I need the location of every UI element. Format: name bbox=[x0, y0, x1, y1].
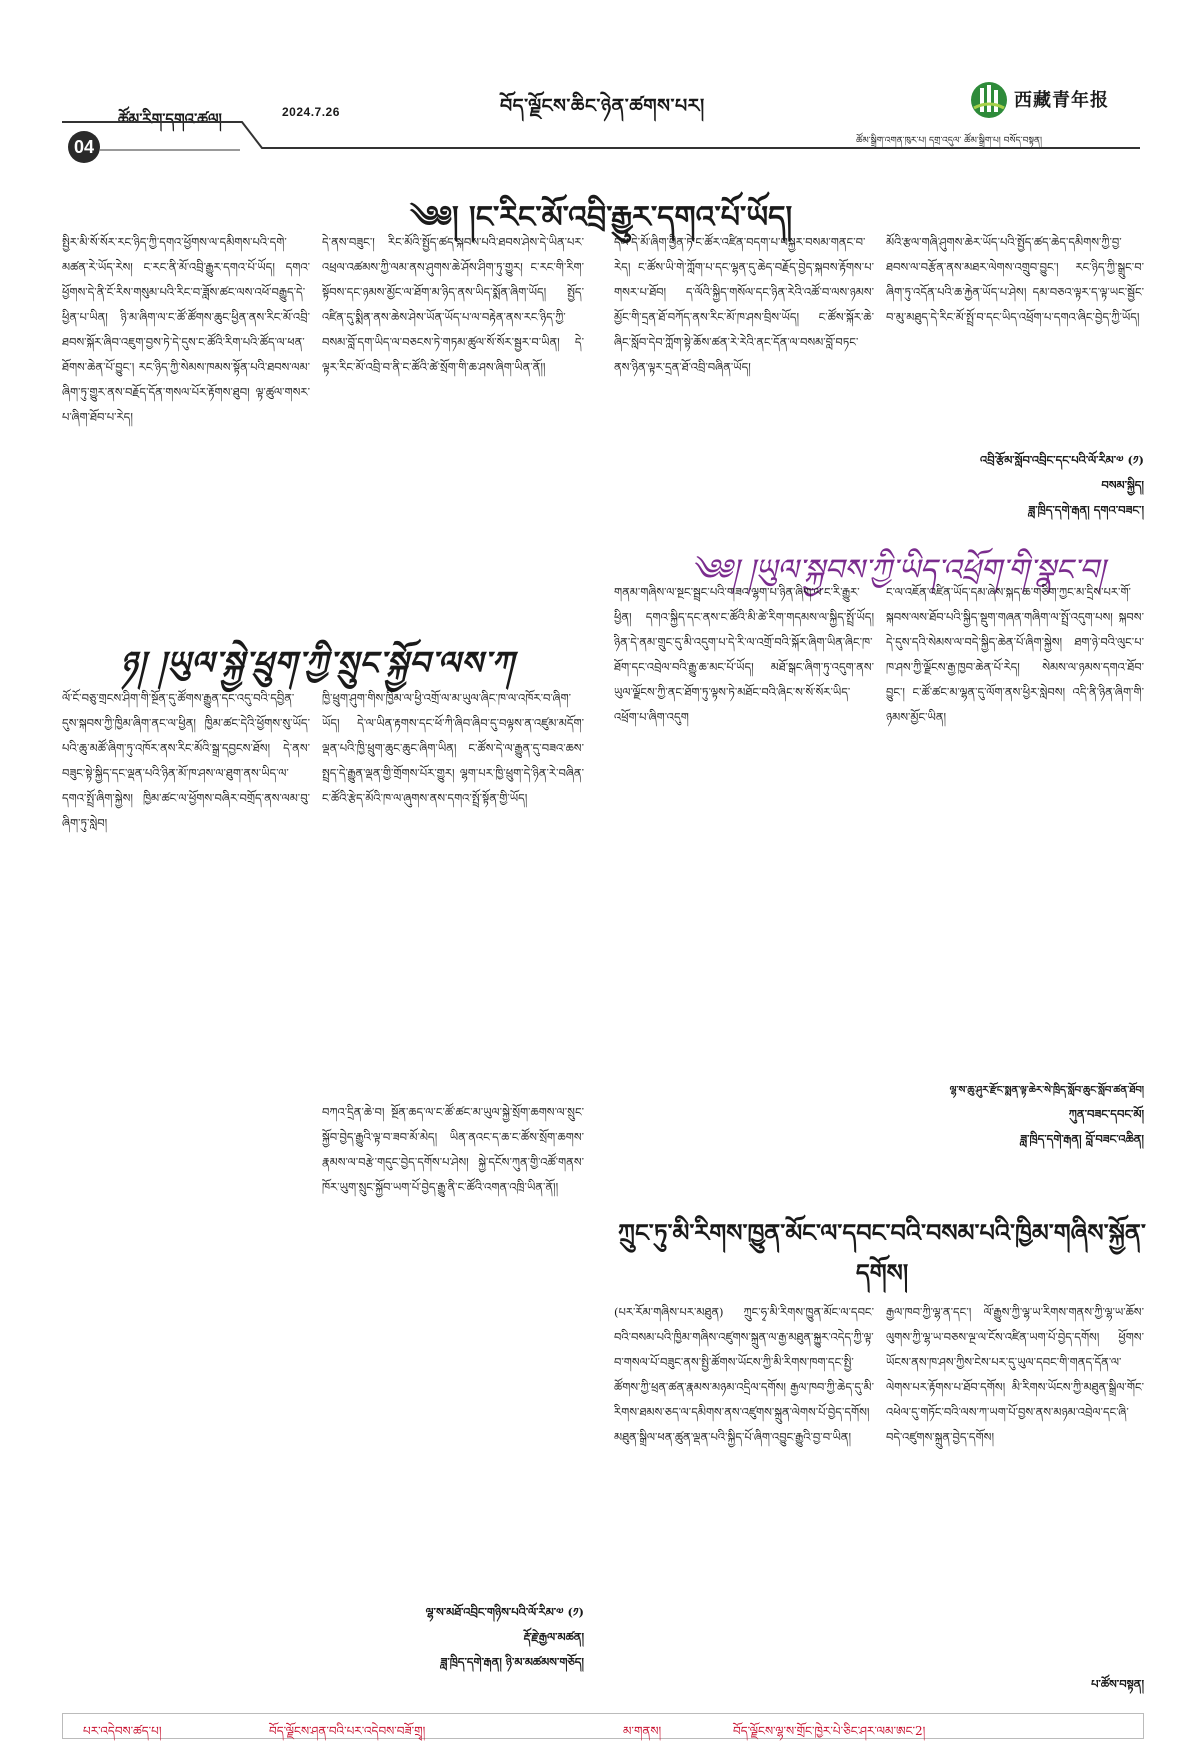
article-4-text-2: རྒྱལ་ཁབ་ཀྱི་ལྷ་ན་དང་། ལོ་རྒྱུས་ཀྱི་ལྷ་ཡ་རིགས་གནས་ཀྱི་ལྷ་ཡ་ཆོས་ལུགས་ཀྱི་ལྷ་ཡ་བཅས་ལྔ་ལ་ངོས་འཛིན་ཡག་པོ་བྱེད་དགོས། ཕྱོགས་ཡོངས་ནས་ཁ་ཤས་ཀྱིས་ངེས་པར་དུ་ཡུལ་དབང་གི་གནད་དོན་ལ་ལེགས་པར་རྟོགས་པ་ཐོབ་དགོས། མི་རིགས་ཡོངས་ཀྱི་མཐུན་སྒྲིལ་གོང་འཕེལ་དུ་གཏོང་བའི་ལས་ཀ་ཡག་པོ་བྱས་ནས་མཉམ་འབྲེལ་དང་ཞི་བདེ་འཛུགས་སྐྲུན་བྱེད་དགོས། bbox=[886, 1305, 1144, 1444]
footer-printer-label: པར་འདེབས་ཚད་པ། bbox=[83, 1724, 162, 1738]
article-2-byline bbox=[886, 1080, 1144, 1152]
article-3-byline-author: རྡོ་རྗེ་རྒྱལ་མཚན། bbox=[523, 1630, 584, 1644]
article-1-text-2: དེ་ནས་བཟུང་། རིང་མོའི་སྤྱོད་ཚད་སྐབས་པའི་ཐབས་ཤེས་དེ་ཡིན་པར་འཕྲལ་འཚམས་ཀྱི་ལམ་ནས་ཤུགས་ཆེ་ཤོས་ཤིག་ཏུ་གྱུར། ང་རང་གི་རིག་སྟོབས་དང་ཉམས་མྱོང་ལ་ཐོག་མ་ཉིད་ནས་ཡིད་སྨོན་ཞིག་ཡོད། སྤྱོད་འཛིན་དུ་སྨིན་ནས་ཆེས་ཤེས་ཡོན་ཡོད་པ་ལ་བརྟེན་ནས་རང་ཉིད་ཀྱི་བསམ་བློ་དག་ཡིད་ལ་བཅངས་ཏེ་གཏམ་ཚུལ་སོ་སོར་སྦྱར་བ་ཡིན། དེ་ལྟར་རིང་མོ་འབྲི་བ་ནི་ང་ཚོའི་ཚེ་སྲོག་གི་ཆ་ཤས་ཞིག་ཡིན་ནོ།། bbox=[322, 235, 584, 374]
article-1-byline-author: བསམ་སྐྱིད། bbox=[1101, 478, 1144, 492]
article-3-text-1: ལོ་ངོ་བཅུ་གྲངས་ཤིག་གི་སྔོན་དུ་ཚོགས་རྒྱུན་དང་འདུ་བའི་དབྱིན་དུས་སྐབས་ཀྱི་ཁྱིམ་ཞིག་ནང་ལ་ཕྱིན། ཁྱིམ་ཚང་དེའི་ཕྱོགས་སུ་ཡོད་པའི་ཆུ་མཚོ་ཞིག་ཏུ་འཁོར་ནས་རིང་མོའི་སྒྲ་དབྱངས་ཐོས། དེ་ནས་བཟུང་སྟེ་སྐྱིད་དང་ལྡན་པའི་ཉིན་མོ་ཁ་ཤས་ལ་ཐུག་ནས་ཡིད་ལ་དགའ་སྤྲོ་ཞིག་སྐྱེས། ཁྱིམ་ཚང་ལ་ཕྱོགས་བཞིར་བགྲོད་ནས་ལམ་བུ་ཞིག་ཏུ་སླེབ། bbox=[62, 691, 310, 830]
article-2-col-1 bbox=[614, 580, 874, 1150]
article-2-byline-author: ཀུན་བཟང་དབང་མོ། bbox=[1068, 1107, 1144, 1121]
article-3-text-2: ཁྱི་ཕྲུག་ཤུག་གིས་ཁྱིམ་ལ་ཕྱི་འགྲོ་ལ་མ་ཡུལ་ཞིང་ཁ་ལ་འཁོར་བ་ཞིག་ཡོད། དེ་ལ་ཡིན་རྟགས་དང་ཕོ་ཀི་ཞིབ་ཞིབ་དུ་བལྟས་ན་འཛུམ་མདོག་ལྡན་པའི་ཁྱི་ཕྲུག་ཆུང་ཆུང་ཞིག་ཡིན། ང་ཚོས་དེ་ལ་རྒྱུན་དུ་བཟའ་ཆས་སྤྲད་དེ་རྒྱུན་ལྡན་གྱི་གྲོགས་པོར་གྱུར། ལྷག་པར་ཁྱི་ཕྲུག་དེ་ཉིན་རེ་བཞིན་ང་ཚོའི་རྩེད་མོའི་ཁ་ལ་ཞུགས་ནས་དགའ་སྤྲོ་སྟོན་གྱི་ཡོད། bbox=[322, 691, 584, 805]
article-1-byline bbox=[886, 448, 1144, 523]
paper-name: 西藏青年报 bbox=[1014, 90, 1109, 111]
article-3-col-1 bbox=[62, 686, 310, 1696]
article-4-col-2 bbox=[886, 1300, 1144, 1670]
article-1-title: ༄༅། །ང་རིང་མོ་འབྲི་རྒྱུར་དགའ་པོ་ཡོད། bbox=[410, 200, 793, 235]
article-4-col-1 bbox=[614, 1300, 874, 1700]
page-number-badge: 04 bbox=[68, 131, 100, 163]
article-1-col-4 bbox=[886, 230, 1144, 442]
masthead-tibetan: བོད་ལྗོངས་ཆིང་ཉེན་ཚགས་པར། bbox=[500, 95, 705, 117]
article-1-col-1 bbox=[62, 230, 310, 630]
article-3-byline bbox=[322, 1600, 584, 1675]
article-3-byline-teacher: ཟླ་ཁྲིད་དགེ་རྒན། ཉི་མ་མཚམས་གཅོད། bbox=[440, 1655, 584, 1669]
article-1-col-2 bbox=[322, 230, 584, 630]
article-1-text-3: དམ་དེ་མོ་ཞིག་བྱིན་ཏེ་ང་ཚོར་འཛིན་བདག་པ་བསྐྱར་བསམ་གནང་བ་རེད། ང་ཚོས་ཡི་གེ་ཀློག་པ་དང་ལྷན་དུ་ཆེད་བརྗོད་བྱེད་སྐབས་རྟོགས་པ་གསར་པ་ཐོབ། ད་ལོའི་སྐྱིད་གསོལ་དང་ཉིན་རེའི་འཚོ་བ་ལས་ཉམས་མྱོང་གི་དྲན་ཐོ་བཀོད་ནས་རིང་མོ་ཁ་ཤས་བྲིས་ཡོད། ང་ཚོས་སྐོར་ཆེ་ཞིང་སློབ་དེབ་ཀློག་སྟེ་ཆོས་ཚན་རེ་རེའི་ནང་དོན་ལ་བསམ་བློ་བཏང་ནས་ཉིན་ལྟར་དྲན་ཐོ་འབྲི་བཞིན་ཡོད། bbox=[614, 235, 874, 374]
article-1-byline-teacher: ཟླ་ཁྲིད་དགེ་རྒན། དགའ་བཟང་། bbox=[1028, 503, 1144, 517]
section-name: ཚོམ་རིག་དགའ་ཚལ། bbox=[118, 110, 222, 128]
article-3-col-3 bbox=[322, 1100, 584, 1580]
issue-date: 2024.7.26 bbox=[282, 105, 340, 119]
article-2-byline-teacher: ཟླ་ཁྲིད་དགེ་རྒན། བློ་བཟང་འཆིན། bbox=[1020, 1132, 1144, 1146]
article-1-text-1: སྤྱིར་མི་སོ་སོར་རང་ཉིད་ཀྱི་དགའ་ཕྱོགས་ལ་དམིགས་པའི་དགེ་མཚན་རེ་ཡོད་རེས། ང་རང་ནི་མོ་འབྲི་རྒྱུར་དགའ་པོ་ཡོད། དགའ་ཕྱོགས་དེ་ནི་ངོ་རིས་གསུམ་པའི་རིང་བ་ཟློས་ཚང་ལས་འཕོ་བརྒྱུད་དེ་ཕྱིན་པ་ཡིན། ཉི་མ་ཞིག་ལ་ང་ཚོ་ཚོགས་ཆུང་ཕྱིན་ནས་རིང་མོ་འབྲི་ཐབས་སྐོར་ཞིབ་འཇུག་བྱས་ཏེ་དེ་དུས་ང་ཚོའི་རིག་པའི་ཚོད་ལ་ཕན་ཐོགས་ཆེན་པོ་བྱུང་། རང་ཉིད་ཀྱི་སེམས་ཁམས་སྟོན་པའི་ཐབས་ལམ་ཞིག་ཏུ་གྱུར་ནས་བརྗོད་དོན་གསལ་པོར་རྟོགས་ཐུབ། ལྟ་ཚུལ་གསར་པ་ཞིག་ཐོབ་པ་རེད། bbox=[62, 235, 310, 424]
article-3-text-3: བཀའ་དྲིན་ཆེ་བ། སྔོན་ཆད་ལ་ང་ཚོ་ཚང་མ་ཡུལ་སྐྱེ་སྲོག་ཆགས་ལ་སྲུང་སྐྱོབ་བྱེད་རྒྱུའི་ལྟ་བ་ཟབ་མོ་མེད། ཡིན་ནའང་ད་ཆ་ང་ཚོས་སྲོག་ཆགས་རྣམས་ལ་བརྩེ་གདུང་བྱེད་དགོས་པ་ཤེས། སྐྱེ་དངོས་ཀུན་གྱི་འཚོ་གནས་ཁོར་ཡུག་སྲུང་སྐྱོབ་ཡག་པོ་བྱེད་རྒྱུ་ནི་ང་ཚོའི་འགན་འཁྲི་ཡིན་ནོ།། bbox=[322, 1105, 584, 1194]
newspaper-logo-icon bbox=[968, 80, 1010, 120]
editor-credit: ཚོམ་སྒྲིག་འགན་ཁུར་པ། དགྲ་འདུལ་ ཚོམ་སྒྲིག་པ། བསོད་བསྟན། bbox=[856, 136, 1043, 146]
footer-address-label: མ་གནས། bbox=[623, 1724, 662, 1738]
article-4-text-1: (པར་རོམ་གཞིས་པར་མཐུན) ཀྲུང་ཧྭ་མི་རིགས་ཁྱུན་མོང་ལ་དབང་བའི་བསམ་པའི་ཁྱིམ་གཞིས་འཛུགས་སྐྲུན་ལ་རྒྱ་མཐུན་སྐྱུར་འདེད་ཀྱི་ལྟ་བ་གསལ་པོ་བཟུང་ནས་སྤྱི་ཚོགས་ཡོངས་ཀྱི་མི་རིགས་ཁག་དང་སྤྱི་ཚོགས་ཀྱི་ཕྲན་ཚན་རྣམས་མཉམ་འདྲིལ་དགོས། རྒྱལ་ཁབ་ཀྱི་ཆེད་དུ་མི་རིགས་ཐམས་ཅད་ལ་དམིགས་ནས་འཛུགས་སྐྲུན་ལེགས་པོ་བྱེད་དགོས། མཐུན་སྒྲིལ་ཕན་ཚུན་ལྡན་པའི་སྐྱིད་པོ་ཞིག་འབྱུང་རྒྱུའི་བྱ་བ་ཡིན། bbox=[614, 1305, 874, 1444]
article-1-byline-school: འབྲི་རྩོམ་སློབ་འབྲིང་དང་པའི་ལོ་རིམ་༧ (༡) bbox=[979, 453, 1144, 467]
article-2-title: ༄༅། །ཡུལ་སྐྱབས་ཀྱི་ཡིད་འཕྲོག་གི་སྣང་བ། bbox=[690, 553, 1105, 588]
article-2-text-2: ང་ལ་འཇོན་འཛིན་ཡོད་དམ་ཞེས་སྐད་ཆ་གཅིག་ཀྱང་མ་དྲིས་པར་གོ་སྐབས་ལས་ཐོབ་པའི་སྐྱིད་སྡུག་གཞན་གཞིག་ལ་སྤྲོ་འདུག་པས། སྐབས་དེ་དུས་དའི་སེམས་ལ་བདེ་སྐྱིད་ཆེན་པོ་ཞིག་སྐྱེས། ཐག་ཉེ་བའི་ལུང་པ་ཁ་ཤས་ཀྱི་ལྗོངས་རྒྱ་ཁྱབ་ཆེན་པོ་རེད། སེམས་ལ་ཉམས་དགའ་ཐོབ་བྱུང་། ང་ཚོ་ཚང་མ་ལྷན་དུ་ལོག་ནས་ཕྱིར་སླེབས། འདི་ནི་ཉིན་ཞིག་གི་ཉམས་མྱོང་ཡིན། bbox=[886, 585, 1144, 724]
article-2-col-2 bbox=[886, 580, 1144, 1070]
article-4-byline-author: པ་ཚོས་བསྟན། bbox=[1091, 1677, 1144, 1691]
article-3-byline-school: ལྷ་ས་མཐོ་འབྲིང་གཉིས་པའི་ལོ་རིམ་༧ (༡) bbox=[425, 1605, 584, 1619]
article-1-col-3 bbox=[614, 230, 874, 520]
article-2-text-1: གནམ་གཞིས་ལ་སྔང་སྦྲང་པའི་གཟའ་ལྷག་པ་ཉིན་ཞིག་ལ་ང་རི་རྒྱུར་ཕྱིན། དགའ་སྐྱིད་དང་ནས་ང་ཚོའི་མི་ཚེ་རིག་གདམས་ལ་སྐྱིད་སྤྲོ་ཡོད། ཉིན་དེ་ནམ་གྲུང་དུ་མི་འདུག་པ་དེ་རི་ལ་འགྲོ་བའི་སྐོར་ཞིག་ཡིན་ཞིང་ཁ་ཐོག་དང་འབྲེལ་བའི་རྒྱུ་ཆ་མང་པོ་ཡོད། མཐོ་སྒང་ཞིག་ཏུ་འདུག་ནས་ཡུལ་ལྗོངས་ཀྱི་ནང་ཐོག་ཏུ་ལྟས་ཏེ་མཐོང་བའི་ཞིང་ས་སོ་སོར་ཡིད་འཕྲོག་པ་ཞིག་འདུག bbox=[614, 585, 874, 724]
article-2-byline-school: ལྷ་ས་ཆུ་ཤུར་རྫོང་སྨན་ལྟ་ཆེར་སེ་ཁྲིད་སློབ་ཆུང་སློབ་ཚན་ཐོབ། bbox=[949, 1085, 1144, 1096]
footer-address: བོད་ལྗོངས་ལྷ་ས་གྲོང་ཁྱེར་པེ་ཅིང་ཤར་ལམ་ཨང་2། bbox=[733, 1724, 926, 1738]
footer-bar bbox=[62, 1713, 1144, 1739]
article-4-title: ཀྲུང་ཏུ་མི་རིགས་ཁྱུན་མོང་ལ་དབང་བའི་བསམ་པའི་ཁྱིམ་གཞིས་སྐྱོན་དགོས། bbox=[618, 1218, 1146, 1287]
article-1-text-4: མོའི་རྩལ་གཞི་ཤུགས་ཆེར་ཡོད་པའི་སྤྱོད་ཚད་ཆེད་དམིགས་ཀྱི་བྱ་ཐབས་ལ་བརྩོན་ནས་མཐར་ལེགས་འགྲུབ་བྱུང་། རང་ཉིད་ཀྱི་སྒྲུང་བ་ཞིག་ཏུ་འདོན་པའི་ཆ་རྐྱེན་ཡོད་པ་ཤེས། དམ་བཅའ་ལྟར་ད་ལྟ་ཡང་སྦྱོང་བ་མུ་མཐུད་དེ་རིང་མོ་སྤྲོ་བ་དང་ཡིད་འཕྲོག་པ་དགའ་ཞིང་བྱེད་ཀྱི་ཡོད། bbox=[886, 235, 1144, 324]
article-3-title: ཉ། །ཡུལ་སྐྱེ་ཕྲུག་ཀྱི་སྲུང་སྐྱོབ་ལས་ཀ bbox=[120, 644, 515, 682]
footer-printer: བོད་ལྗོངས་ཤན་བའི་པར་འདེབས་བཟོ་གྲྭ། bbox=[269, 1724, 426, 1738]
article-4-byline bbox=[886, 1672, 1144, 1697]
article-3-col-2 bbox=[322, 686, 584, 1086]
